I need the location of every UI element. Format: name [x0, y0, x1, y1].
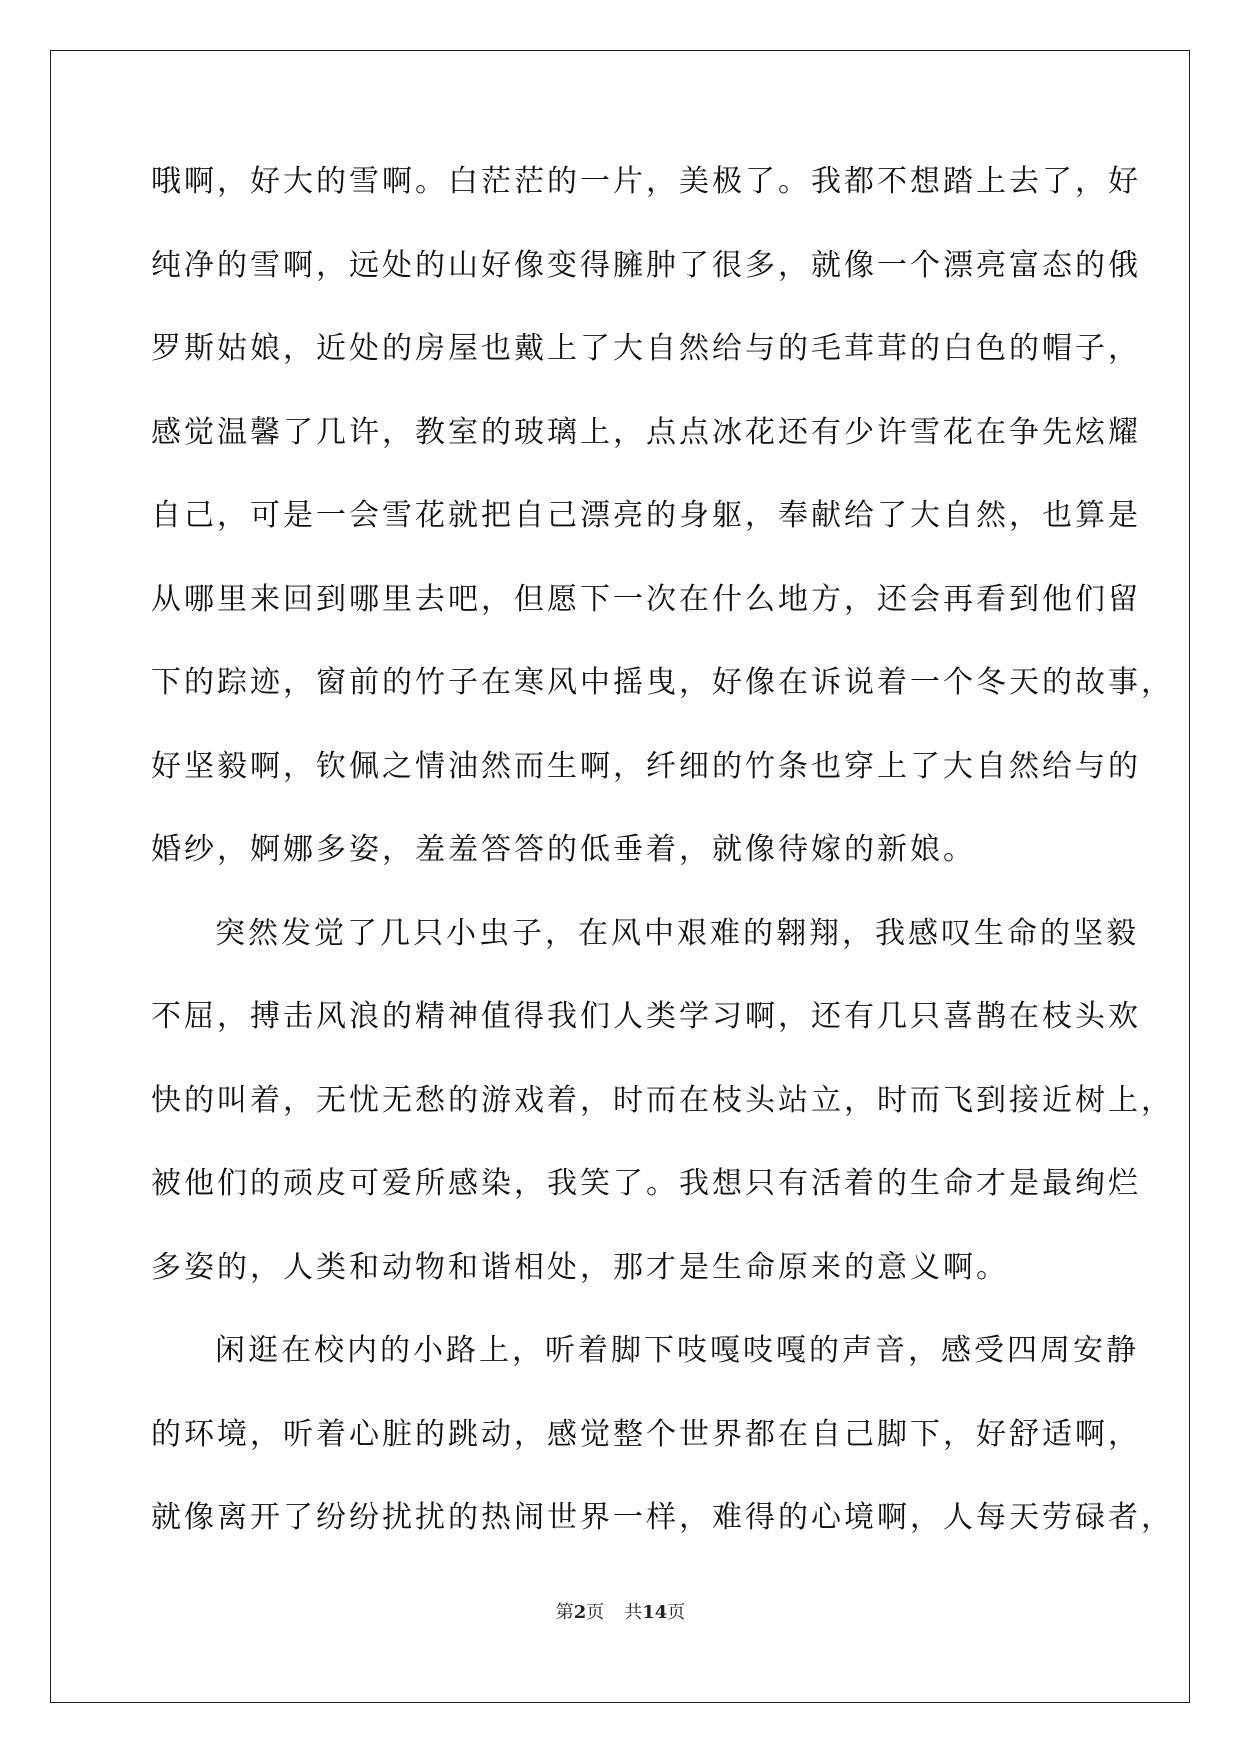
text-line: 的环境，听着心脏的跳动，感觉整个世界都在自己脚下，好舒适啊， — [151, 1416, 1141, 1452]
text-line: 罗斯姑娘，近处的房屋也戴上了大自然给与的毛茸茸的白色的帽子， — [151, 331, 1141, 366]
text-line: 不屈，搏击风浪的精神值得我们人类学习啊，还有几只喜鹊在枝头欢 — [151, 999, 1141, 1034]
total-prefix: 共 — [624, 1602, 643, 1623]
text-line: 就像离开了纷纷扰扰的热闹世界一样，难得的心境啊，人每天劳碌者， — [151, 1500, 1174, 1535]
text-line: 被他们的顽皮可爱所感染，我笑了。我想只有活着的生命才是最绚烂 — [151, 1166, 1141, 1201]
page-unit: 页 — [586, 1602, 605, 1623]
total-pages-number: 14 — [642, 1602, 668, 1623]
text-line: 哦啊，好大的雪啊。白茫茫的一片，美极了。我都不想踏上去了，好 — [151, 164, 1141, 199]
page-footer — [0, 1598, 1241, 1624]
text-line: 下的踪迹，窗前的竹子在寒风中摇曳，好像在诉说着一个冬天的故事， — [151, 665, 1174, 700]
text-line: 好坚毅啊，钦佩之情油然而生啊，纤细的竹条也穿上了大自然给与的 — [151, 748, 1141, 784]
text-line: 快的叫着，无忧无愁的游戏着，时而在枝头站立，时而飞到接近树上， — [151, 1082, 1174, 1118]
current-page-number: 2 — [573, 1602, 587, 1623]
text-line: 多姿的，人类和动物和谐相处，那才是生命原来的意义啊。 — [151, 1249, 1009, 1285]
text-line: 从哪里来回到哪里去吧，但愿下一次在什么地方，还会再看到他们留 — [151, 581, 1141, 617]
paragraph-first-line: 突然发觉了几只小虫子，在风中艰难的翱翔，我感叹生命的坚毅 — [215, 915, 1139, 951]
text-line: 婚纱，婀娜多姿，羞羞答答的低垂着，就像待嫁的新娘。 — [151, 832, 976, 867]
text-line: 纯净的雪啊，远处的山好像变得臃肿了很多，就像一个漂亮富态的俄 — [151, 247, 1141, 283]
text-line: 感觉温馨了几许，教室的玻璃上，点点冰花还有少许雪花在争先炫耀 — [151, 414, 1141, 450]
total-unit: 页 — [667, 1602, 686, 1623]
page-prefix: 第 — [555, 1602, 574, 1623]
paragraph-first-line: 闲逛在校内的小路上，听着脚下吱嘎吱嘎的声音，感受四周安静 — [215, 1333, 1139, 1368]
document-body — [151, 158, 1174, 1578]
text-line: 自己，可是一会雪花就把自己漂亮的身躯，奉献给了大自然，也算是 — [151, 498, 1141, 533]
